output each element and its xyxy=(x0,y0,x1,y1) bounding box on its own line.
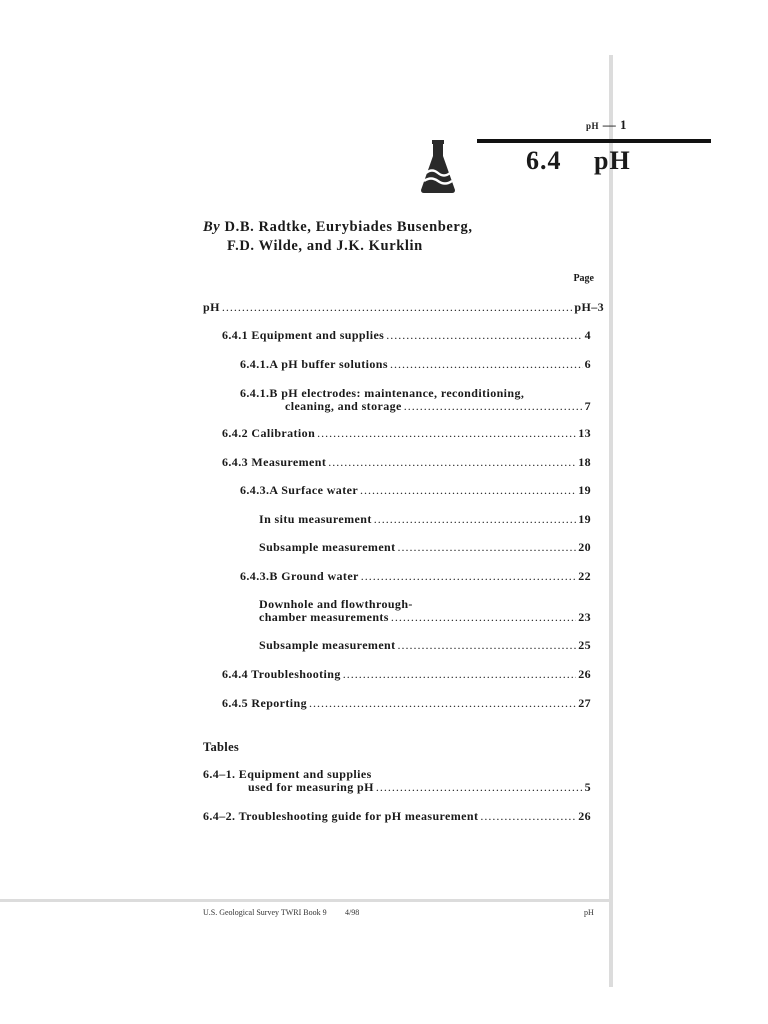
running-head xyxy=(520,117,627,133)
toc-entry-label: Subsample measurement xyxy=(259,638,396,652)
toc-entry[interactable] xyxy=(203,301,604,314)
toc-entry[interactable] xyxy=(222,427,591,440)
toc-entry-label: 6.4.3.A Surface water xyxy=(240,483,359,497)
toc-entry[interactable] xyxy=(259,513,591,526)
toc-entry-page: 18 xyxy=(578,455,591,469)
toc-leader xyxy=(374,513,576,526)
toc-entry[interactable] xyxy=(222,668,591,681)
toc-entry[interactable] xyxy=(285,400,591,413)
toc-leader xyxy=(360,484,576,497)
table-entry-label: 6.4–2. Troubleshooting guide for pH measurement xyxy=(203,809,479,823)
toc-entry-label: 6.4.1 Equipment and supplies xyxy=(222,328,385,342)
footer-source: U.S. Geological Survey TWRI Book 9 xyxy=(203,908,327,917)
toc-entry[interactable] xyxy=(259,541,591,554)
toc-entry-page: 27 xyxy=(578,696,591,710)
toc-entry-page: 19 xyxy=(578,483,591,497)
toc-entry-label-line1[interactable]: 6.4.1.B pH electrodes: maintenance, reconditioning, xyxy=(240,386,525,400)
toc-entry-label: In situ measurement xyxy=(259,512,372,526)
toc-entry-label: pH xyxy=(203,300,220,314)
flask-icon xyxy=(420,140,456,194)
toc-entry[interactable] xyxy=(240,570,591,583)
toc-entry-page: 7 xyxy=(584,399,591,413)
toc-leader xyxy=(398,639,577,652)
chapter-title xyxy=(526,146,631,176)
footer-section: pH xyxy=(584,908,594,917)
toc-entry-label-cont: chamber measurements xyxy=(259,610,389,624)
tables-heading: Tables xyxy=(203,740,240,754)
table-entry[interactable] xyxy=(203,810,591,823)
toc-entry-label: 6.4.4 Troubleshooting xyxy=(222,667,341,681)
toc-entry-label: Subsample measurement xyxy=(259,540,396,554)
footer-date: 4/98 xyxy=(345,908,360,917)
toc-leader xyxy=(376,781,583,794)
toc-entry-page: 13 xyxy=(578,426,591,440)
byline-authors-2: F.D. Wilde, and J.K. Kurklin xyxy=(227,238,423,254)
toc-entry-page: 22 xyxy=(578,569,591,583)
running-head-page: — 1 xyxy=(599,117,627,132)
toc-entry-page: 4 xyxy=(584,328,591,342)
toc-entry-label: 6.4.3.B Ground water xyxy=(240,569,359,583)
toc-leader xyxy=(317,427,576,440)
toc-entry[interactable] xyxy=(240,484,591,497)
toc-leader xyxy=(480,810,576,823)
byline-by: By xyxy=(203,219,221,235)
toc-entry[interactable] xyxy=(259,639,591,652)
toc-entry-page: 26 xyxy=(578,667,591,681)
footer-rule xyxy=(0,899,611,902)
toc-entry-page: 6 xyxy=(584,357,591,371)
toc-entry-label: 6.4.2 Calibration xyxy=(222,426,316,440)
running-head-section: pH xyxy=(585,121,599,131)
title-rule xyxy=(477,139,711,143)
byline-authors-1: D.B. Radtke, Eurybiades Busenberg, xyxy=(220,219,473,235)
toc-entry-page: 23 xyxy=(578,610,591,624)
table-entry-page: 5 xyxy=(584,780,591,794)
toc-leader xyxy=(328,456,576,469)
chapter-name: pH xyxy=(594,146,631,175)
margin-rule-vertical xyxy=(609,55,613,987)
toc-entry-label: 6.4.1.A pH buffer solutions xyxy=(240,357,388,371)
toc-leader xyxy=(398,541,577,554)
toc-leader xyxy=(222,301,573,314)
toc-entry-label: 6.4.3 Measurement xyxy=(222,455,327,469)
toc-leader xyxy=(391,611,576,624)
table-entry-label-cont: used for measuring pH xyxy=(248,780,374,794)
toc-entry[interactable] xyxy=(240,358,591,371)
chapter-number: 6.4 xyxy=(526,146,562,175)
toc-leader xyxy=(386,329,582,342)
toc-entry[interactable] xyxy=(222,456,591,469)
toc-leader xyxy=(309,697,576,710)
toc-entry[interactable] xyxy=(222,697,591,710)
toc-entry-page: 20 xyxy=(578,540,591,554)
toc-leader xyxy=(361,570,576,583)
byline xyxy=(203,218,603,256)
toc-page-header: Page xyxy=(573,273,594,284)
toc-leader xyxy=(404,400,583,413)
toc-leader xyxy=(390,358,583,371)
toc-entry-label-line1[interactable]: Downhole and flowthrough- xyxy=(259,597,413,611)
toc-entry-page: 25 xyxy=(578,638,591,652)
table-entry-page: 26 xyxy=(578,809,591,823)
table-entry[interactable] xyxy=(248,781,591,794)
toc-entry-page: 19 xyxy=(578,512,591,526)
toc-entry[interactable] xyxy=(222,329,591,342)
toc-entry-label-cont: cleaning, and storage xyxy=(285,399,402,413)
table-entry-label-line1[interactable]: 6.4–1. Equipment and supplies xyxy=(203,767,372,781)
toc-entry-label: 6.4.5 Reporting xyxy=(222,696,307,710)
toc-entry-page: pH–3 xyxy=(574,300,604,314)
toc-leader xyxy=(343,668,576,681)
toc-entry[interactable] xyxy=(259,611,591,624)
